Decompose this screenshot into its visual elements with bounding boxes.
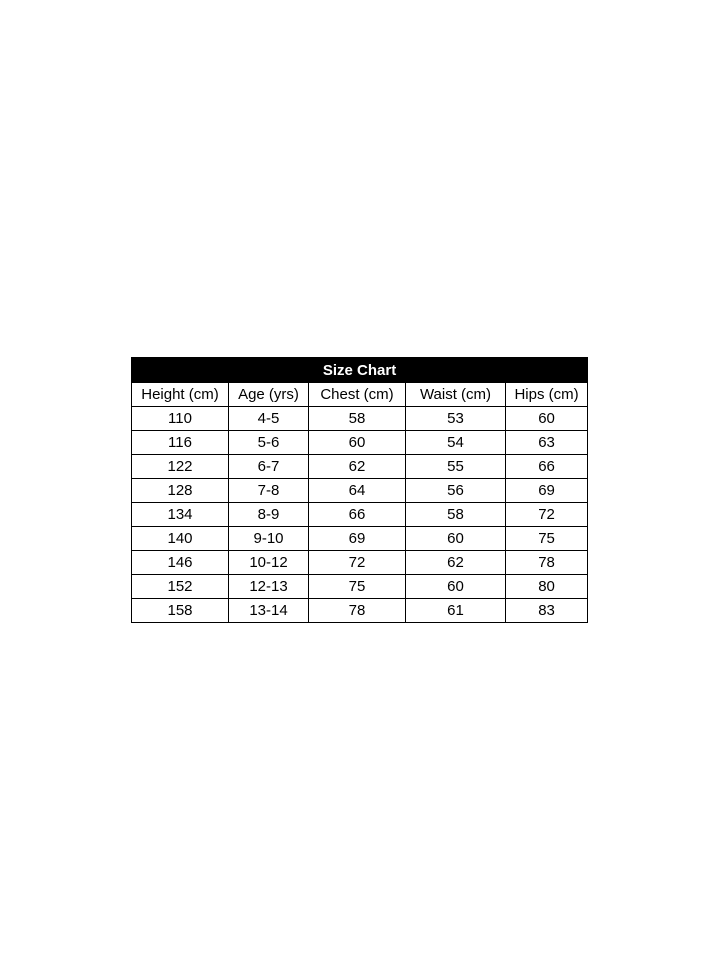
cell-waist: 54 xyxy=(406,431,506,455)
cell-age: 6-7 xyxy=(229,455,309,479)
cell-hips: 80 xyxy=(506,575,588,599)
cell-waist: 62 xyxy=(406,551,506,575)
cell-age: 5-6 xyxy=(229,431,309,455)
table-row xyxy=(132,455,588,479)
cell-height: 122 xyxy=(132,455,229,479)
cell-height: 158 xyxy=(132,599,229,623)
table-row xyxy=(132,599,588,623)
cell-hips: 63 xyxy=(506,431,588,455)
cell-age: 9-10 xyxy=(229,527,309,551)
cell-hips: 69 xyxy=(506,479,588,503)
cell-hips: 83 xyxy=(506,599,588,623)
cell-chest: 75 xyxy=(309,575,406,599)
title-row xyxy=(132,358,588,383)
cell-hips: 66 xyxy=(506,455,588,479)
table-row xyxy=(132,575,588,599)
table-row xyxy=(132,479,588,503)
cell-height: 152 xyxy=(132,575,229,599)
cell-waist: 60 xyxy=(406,575,506,599)
cell-waist: 55 xyxy=(406,455,506,479)
table-row xyxy=(132,503,588,527)
cell-height: 116 xyxy=(132,431,229,455)
cell-waist: 60 xyxy=(406,527,506,551)
column-header-waist: Waist (cm) xyxy=(406,383,506,407)
cell-waist: 56 xyxy=(406,479,506,503)
header-row xyxy=(132,383,588,407)
cell-age: 10-12 xyxy=(229,551,309,575)
cell-waist: 53 xyxy=(406,407,506,431)
cell-hips: 72 xyxy=(506,503,588,527)
cell-age: 7-8 xyxy=(229,479,309,503)
table-row xyxy=(132,431,588,455)
cell-hips: 78 xyxy=(506,551,588,575)
cell-chest: 69 xyxy=(309,527,406,551)
cell-height: 134 xyxy=(132,503,229,527)
cell-height: 140 xyxy=(132,527,229,551)
column-header-chest: Chest (cm) xyxy=(309,383,406,407)
cell-waist: 61 xyxy=(406,599,506,623)
table-title: Size Chart xyxy=(132,358,588,383)
cell-height: 110 xyxy=(132,407,229,431)
table-row xyxy=(132,407,588,431)
cell-chest: 72 xyxy=(309,551,406,575)
cell-chest: 62 xyxy=(309,455,406,479)
cell-age: 4-5 xyxy=(229,407,309,431)
cell-height: 146 xyxy=(132,551,229,575)
cell-waist: 58 xyxy=(406,503,506,527)
cell-chest: 64 xyxy=(309,479,406,503)
cell-age: 13-14 xyxy=(229,599,309,623)
cell-hips: 75 xyxy=(506,527,588,551)
column-header-hips: Hips (cm) xyxy=(506,383,588,407)
cell-age: 8-9 xyxy=(229,503,309,527)
size-chart-table xyxy=(131,357,588,623)
column-header-age: Age (yrs) xyxy=(229,383,309,407)
column-header-height: Height (cm) xyxy=(132,383,229,407)
cell-height: 128 xyxy=(132,479,229,503)
cell-chest: 78 xyxy=(309,599,406,623)
cell-chest: 66 xyxy=(309,503,406,527)
table-row xyxy=(132,527,588,551)
cell-chest: 60 xyxy=(309,431,406,455)
cell-chest: 58 xyxy=(309,407,406,431)
table-row xyxy=(132,551,588,575)
cell-age: 12-13 xyxy=(229,575,309,599)
cell-hips: 60 xyxy=(506,407,588,431)
